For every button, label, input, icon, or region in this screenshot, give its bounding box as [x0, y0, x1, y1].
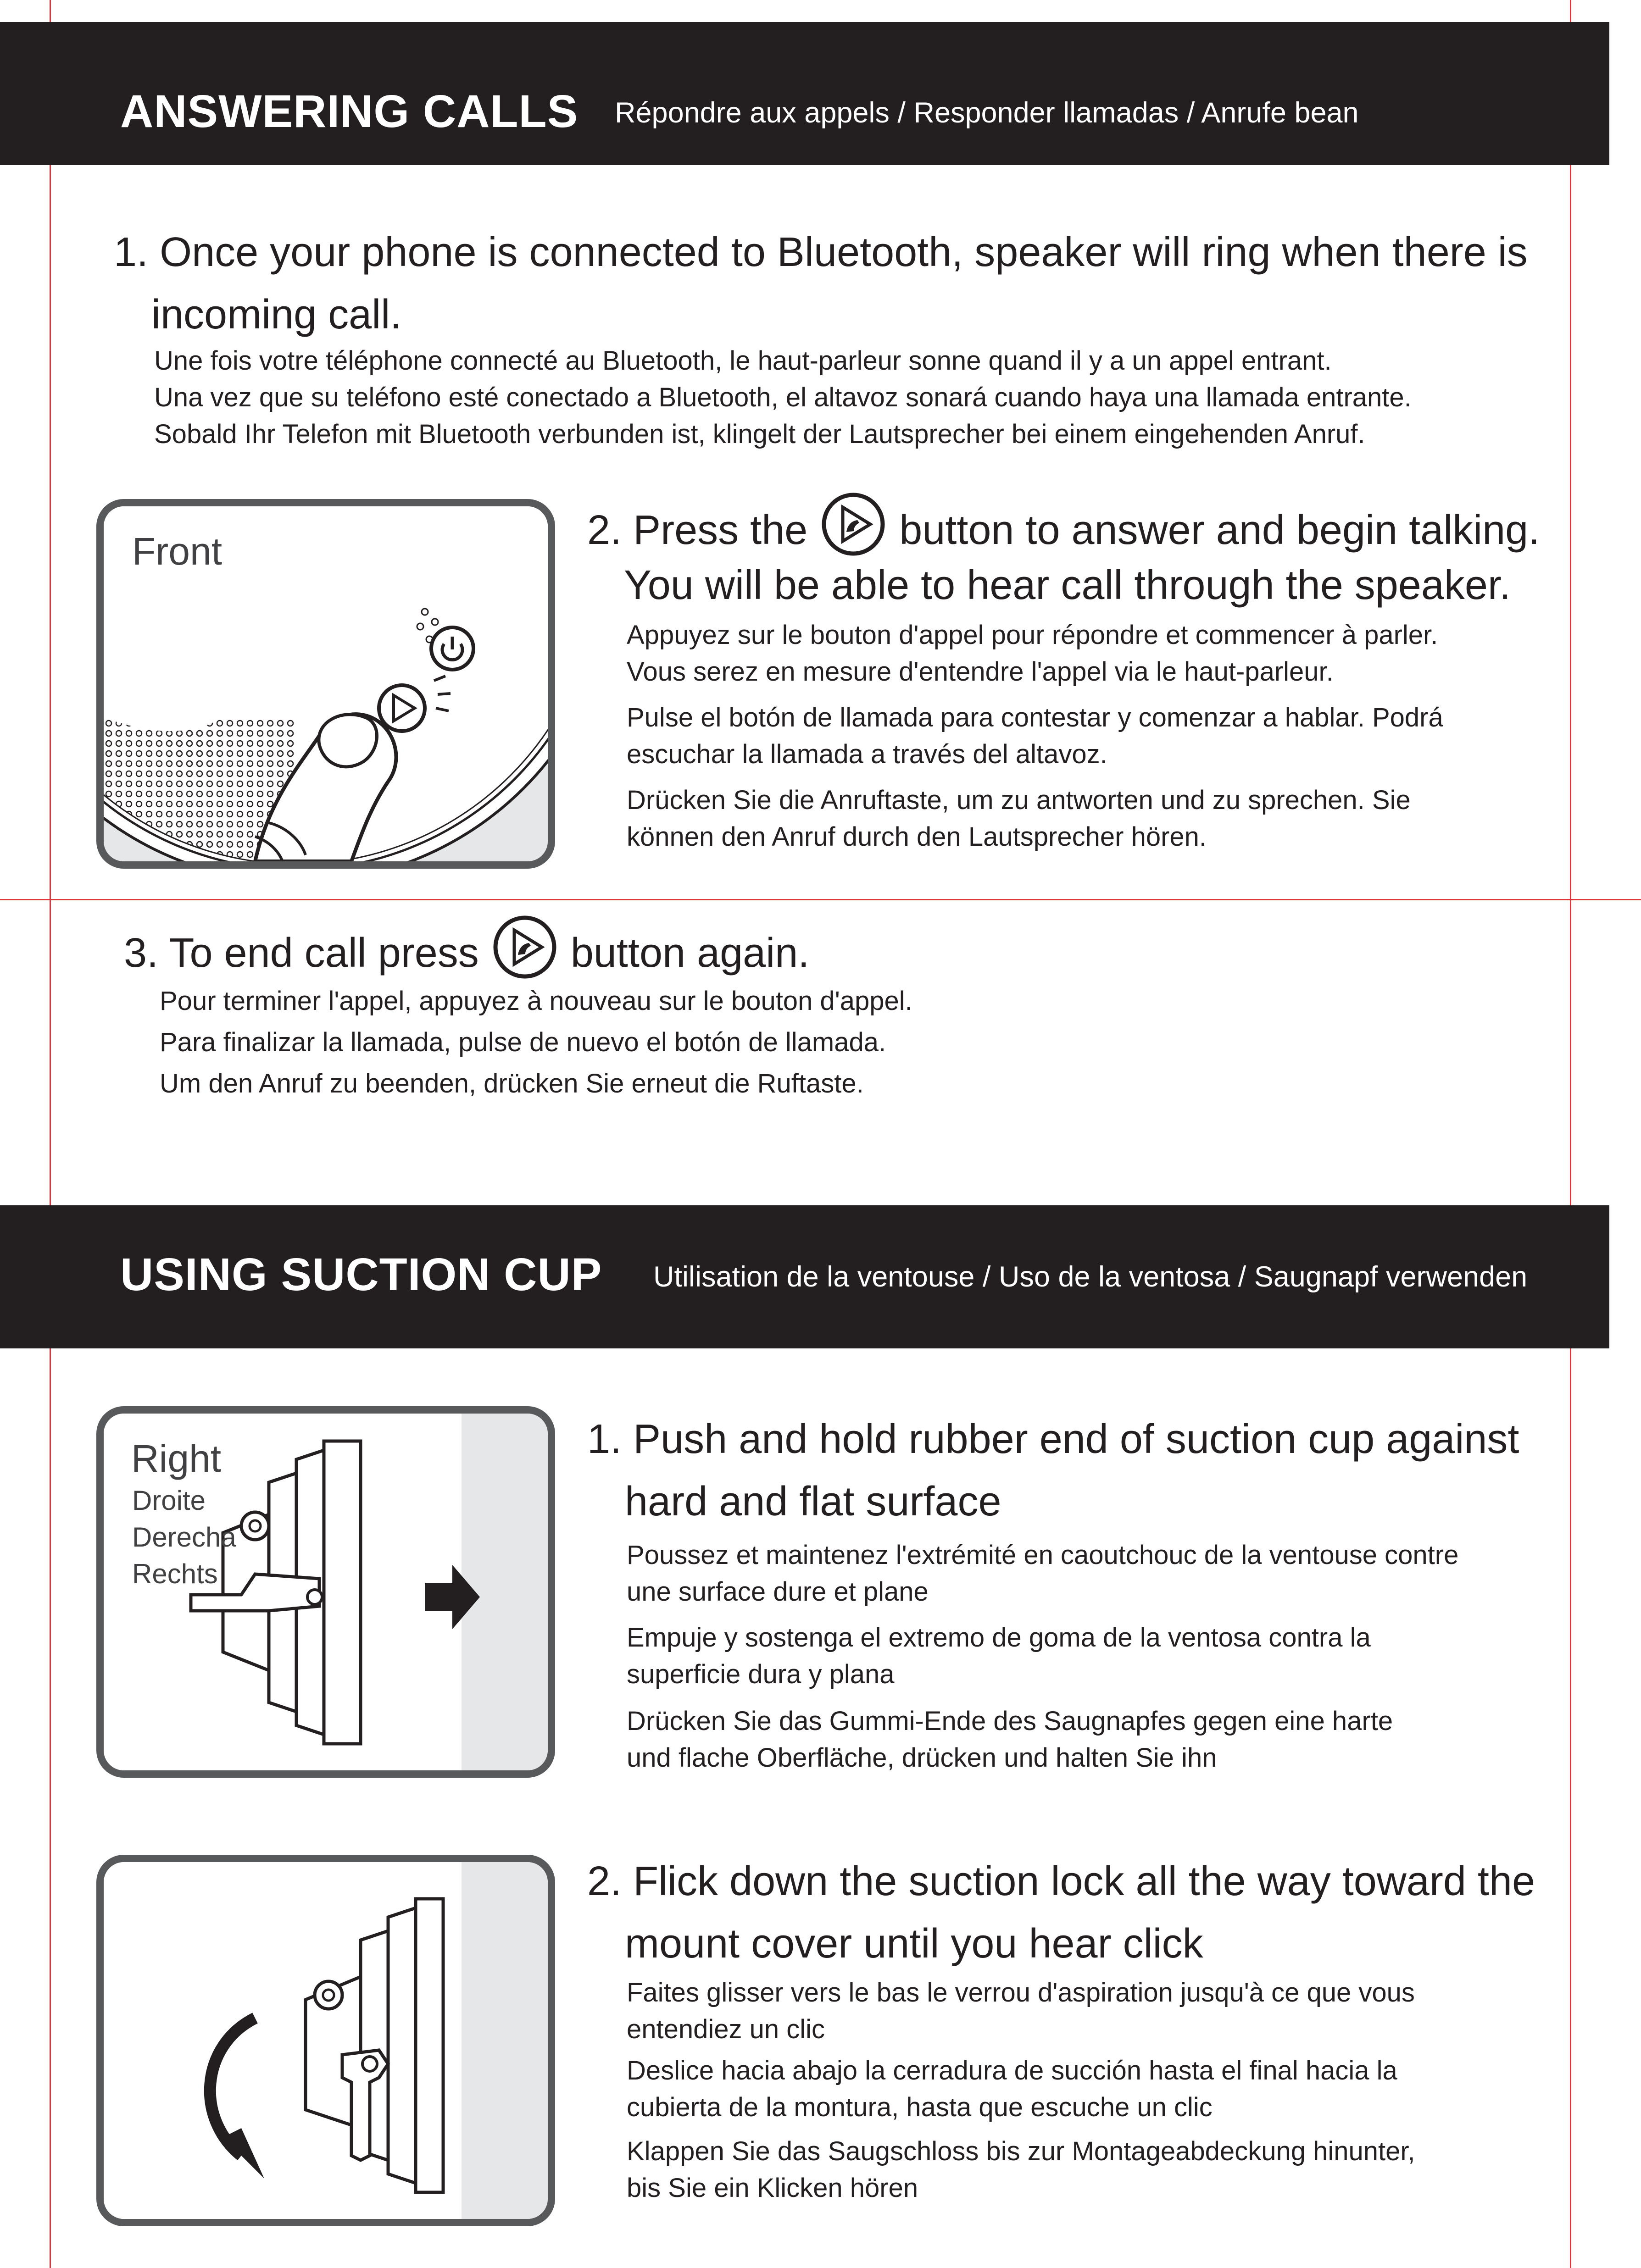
panel-label-fr: Droite — [132, 1485, 206, 1516]
trim-line-left — [50, 0, 51, 2268]
step2-de-1: Drücken Sie die Anruftaste, um zu antworten und zu sprechen. Sie — [627, 785, 1411, 815]
panel-label-es: Derecha — [132, 1522, 236, 1553]
step3-heading-suffix: button again. — [570, 930, 810, 976]
step2-fr-2: Vous serez en mesure d'entendre l'appel via le haut-parleur. — [627, 657, 1334, 687]
panel-label-right: Right — [131, 1437, 222, 1480]
step2-de-2: können den Anruf durch den Lautsprecher hören. — [627, 822, 1207, 852]
suction-step2-heading: 2. Flick down the suction lock all the way toward the — [587, 1858, 1535, 1904]
step1-heading-line2: incoming call. — [151, 292, 402, 338]
step1-heading: 1. Once your phone is connected to Bluetooth, speaker will ring when there is — [114, 229, 1528, 275]
lock-illustration-panel — [96, 1855, 555, 2226]
suction-step2-heading-line2: mount cover until you hear click — [625, 1921, 1203, 1967]
suction-step2-de-2: bis Sie ein Klicken hören — [627, 2173, 918, 2203]
trim-line-right — [1570, 0, 1571, 2268]
step2-heading-suffix: button to answer and begin talking. — [899, 507, 1540, 553]
section-subtitle: Répondre aux appels / Responder llamadas / Anrufe bean — [615, 97, 1359, 129]
suction-step2-es-2: cubierta de la montura, hasta que escuche un clic — [627, 2092, 1213, 2122]
step3-fr: Pour terminer l'appel, appuyez à nouveau sur le bouton d'appel. — [160, 986, 912, 1016]
suction-step1-es-2: superficie dura y plana — [627, 1659, 895, 1689]
suction-cup-illustration — [104, 1862, 548, 2219]
section-title: USING SUCTION CUP — [120, 1249, 602, 1300]
suction-step1-es-1: Empuje y sostenga el extremo de goma de la ventosa contra la — [627, 1623, 1371, 1652]
step3-de: Um den Anruf zu beenden, drücken Sie erneut die Ruftaste. — [160, 1069, 864, 1098]
step3-heading-prefix: 3. To end call press — [124, 930, 479, 976]
right-illustration-panel — [96, 1406, 555, 1778]
suction-step1-fr-2: une surface dure et plane — [627, 1577, 929, 1607]
section-subtitle: Utilisation de la ventouse / Uso de la ventosa / Saugnapf verwenden — [653, 1261, 1528, 1293]
suction-step1-de-2: und flache Oberfläche, drücken und halten Sie ihn — [627, 1743, 1217, 1773]
step3-es: Para finalizar la llamada, pulse de nuevo el botón de llamada. — [160, 1027, 886, 1057]
step2-es-2: escuchar la llamada a través del altavoz. — [627, 739, 1107, 769]
step2-heading-prefix: 2. Press the — [587, 507, 808, 553]
section-title: ANSWERING CALLS — [120, 86, 579, 137]
suction-step1-fr-1: Poussez et maintenez l'extrémité en caoutchouc de la ventouse contre — [627, 1540, 1459, 1570]
step1-es: Una vez que su teléfono esté conectado a Bluetooth, el altavoz sonará cuando haya una llamada entrante. — [154, 383, 1412, 412]
suction-step2-fr-1: Faites glisser vers le bas le verrou d'aspiration jusqu'à ce que vous — [627, 1978, 1415, 2007]
trim-line-horizontal — [0, 899, 1641, 900]
suction-step2-fr-2: entendiez un clic — [627, 2014, 825, 2044]
suction-step2-es-1: Deslice hacia abajo la cerradura de succión hasta el final hacia la — [627, 2056, 1397, 2085]
suction-step1-de-1: Drücken Sie das Gummi-Ende des Saugnapfes gegen eine harte — [627, 1706, 1393, 1736]
step1-fr: Une fois votre téléphone connecté au Bluetooth, le haut-parleur sonne quand il y a un appel entrant. — [154, 346, 1332, 376]
front-illustration-panel — [96, 499, 555, 869]
section-header-suction-cup — [0, 1205, 1609, 1348]
step1-de: Sobald Ihr Telefon mit Bluetooth verbunden ist, klingelt der Lautsprecher bei einem eingehenden Anruf. — [154, 419, 1365, 449]
step2-heading-line2: You will be able to hear call through the speaker. — [624, 562, 1511, 608]
suction-step1-heading: 1. Push and hold rubber end of suction cup against — [587, 1416, 1519, 1462]
step2-fr-1: Appuyez sur le bouton d'appel pour répondre et commencer à parler. — [627, 620, 1438, 650]
step2-es-1: Pulse el botón de llamada para contestar y comenzar a hablar. Podrá — [627, 703, 1443, 732]
panel-label-de: Rechts — [132, 1558, 218, 1589]
suction-step2-de-1: Klappen Sie das Saugschloss bis zur Montageabdeckung hinunter, — [627, 2136, 1415, 2166]
section-header-answering-calls — [0, 22, 1609, 165]
suction-step1-heading-line2: hard and flat surface — [625, 1479, 1001, 1525]
panel-label-front: Front — [132, 530, 223, 573]
